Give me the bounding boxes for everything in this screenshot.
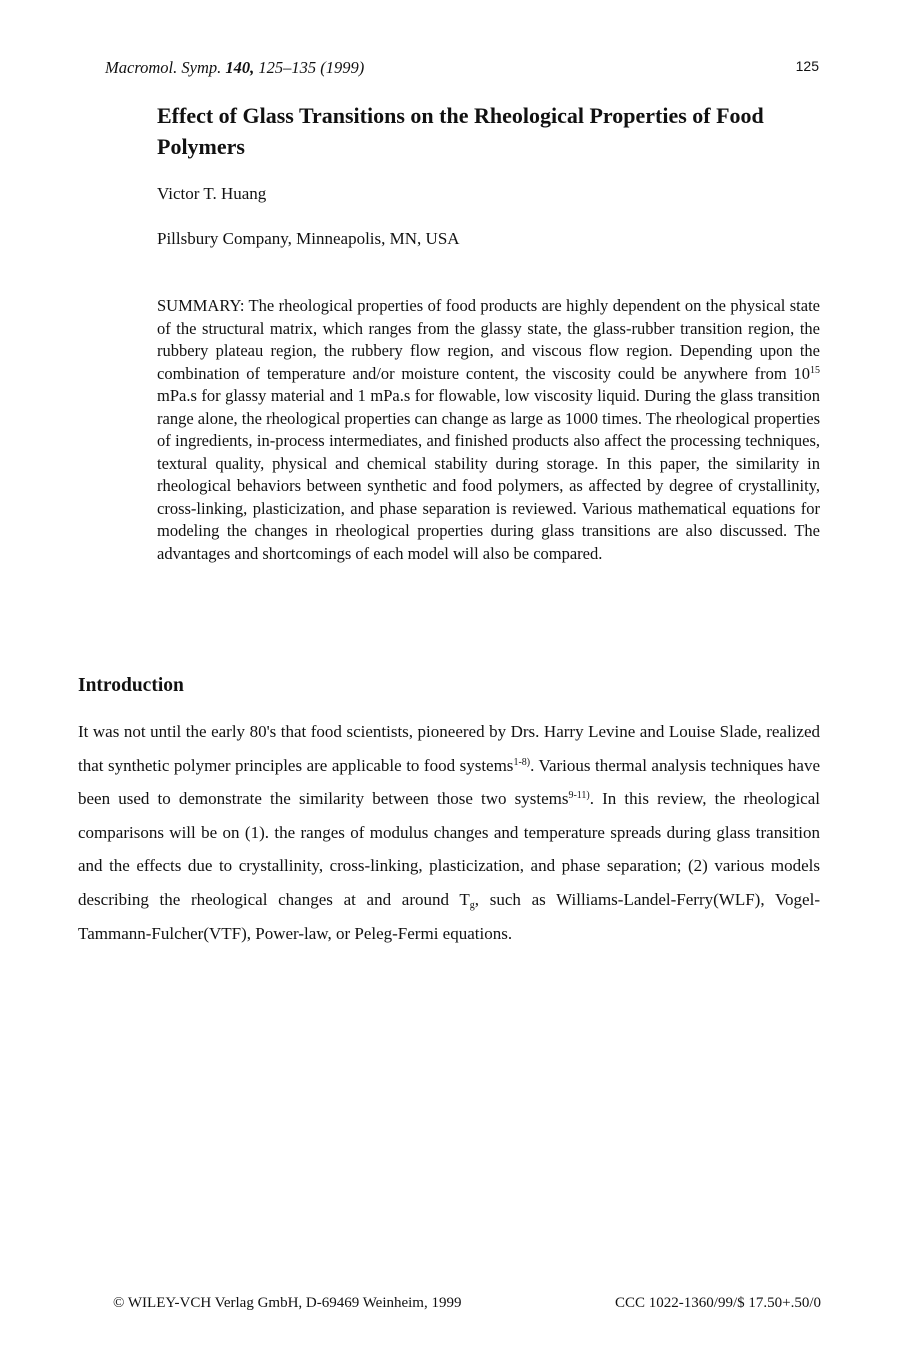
footer-ccc-code: CCC 1022-1360/99/$ 17.50+.50/0 — [615, 1295, 821, 1311]
intro-text-2: . Various thermal analysis techniques have been used to demonstrate the similarity between those two systems — [78, 755, 820, 809]
intro-text-3: . In this review, the rheological comparisons will be on (1). the ranges of modulus changes and temperature spreads during glass transition and the effects due to crystallinity, cross-linking, plasticization, and phase separation; (2) various models describing the rheological changes at and around T — [78, 789, 820, 909]
tg-subscript: g — [469, 899, 475, 911]
journal-name: Macromol. Symp. — [105, 58, 222, 77]
citation-ref-2: 9-11) — [568, 790, 590, 802]
journal-year: (1999) — [320, 58, 365, 77]
summary-text-1: SUMMARY: The rheological properties of food products are highly dependent on the physical state of the structural matrix, which ranges from the glassy state, the glass-rubber transition region, the rubbery plateau region, the rubbery flow region, and viscous flow region. Depending upon the combination of temperature and/or moisture content, the viscosity could be anywhere from 10 — [157, 296, 820, 383]
abstract-summary — [157, 295, 820, 565]
summary-exponent: 15 — [810, 364, 820, 376]
journal-volume: 140, — [225, 58, 255, 77]
page-number: 125 — [795, 58, 819, 74]
citation-ref-1: 1-8) — [513, 756, 531, 768]
journal-pages: 125–135 — [258, 58, 317, 77]
intro-text-1: It was not until the early 80's that food scientists, pioneered by Drs. Harry Levine and Louise Slade, realized that synthetic polymer principles are applicable to food systems — [78, 722, 820, 775]
journal-reference — [105, 58, 364, 78]
paper-title: Effect of Glass Transitions on the Rheological Properties of Food Polymers — [157, 103, 764, 159]
introduction-paragraph — [78, 715, 820, 950]
footer-copyright: © WILEY-VCH Verlag GmbH, D-69469 Weinheim, 1999 — [113, 1295, 462, 1311]
section-heading-introduction: Introduction — [78, 675, 184, 696]
author-affiliation: Pillsbury Company, Minneapolis, MN, USA — [157, 229, 460, 248]
intro-text-4: , such as Williams-Landel-Ferry(WLF), Vogel-Tammann-Fulcher(VTF), Power-law, or Peleg-Fermi equations. — [78, 889, 820, 943]
author-name: Victor T. Huang — [157, 184, 267, 203]
summary-text-2: mPa.s for glassy material and 1 mPa.s for flowable, low viscosity liquid. During the glass transition range alone, the rheological properties can change as large as 1000 times. The rheological properties of ingredients, in-process intermediates, and finished products also affect the processing techniques, textural quality, physical and chemical stability during storage. In this paper, the similarity in rheological behaviors between synthetic and food polymers, as affected by degree of crystallinity, cross-linking, plasticization, and phase separation is reviewed. Various mathematical equations for modeling the changes in rheological properties during glass transitions are also discussed. The advantages and shortcomings of each model will also be compared. — [157, 386, 820, 563]
